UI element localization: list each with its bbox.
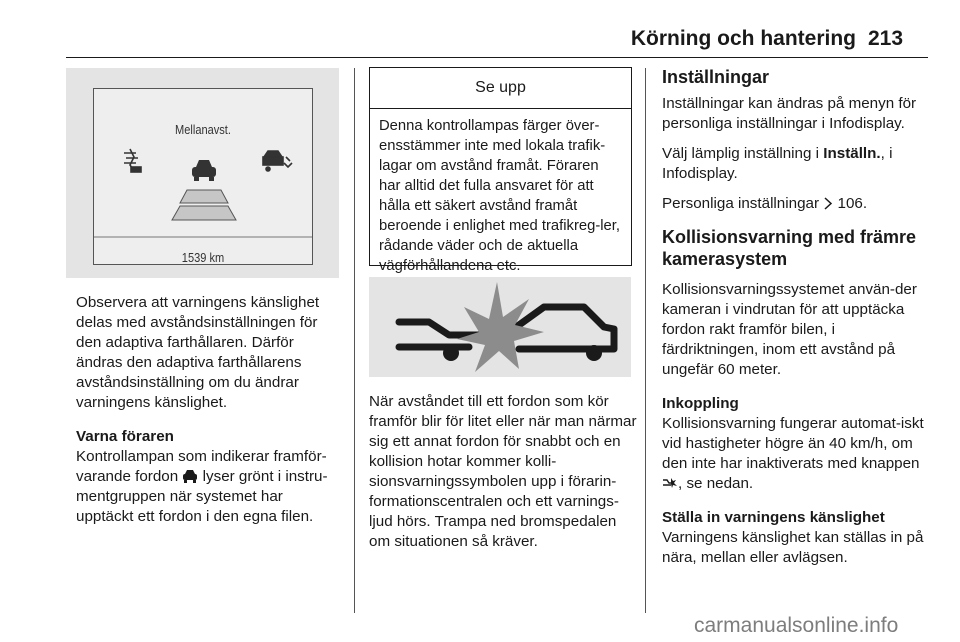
warn-driver-heading: Varna föraren <box>76 428 174 445</box>
near-sensitivity-icon <box>263 151 292 171</box>
settings-menu-name: Inställn. <box>823 145 881 162</box>
warning-title: Se upp <box>370 68 631 109</box>
collision-symbol-figure <box>369 277 631 377</box>
warn-driver-text-a: Kontrollampan som indikerar framför-varande fordon <box>76 448 327 485</box>
impact-star <box>457 282 544 372</box>
activation-text <box>662 414 932 494</box>
warning-box <box>369 67 632 274</box>
middle-column <box>369 392 637 566</box>
activation-text-b: , se nedan. <box>678 475 754 492</box>
column-divider-left <box>354 68 355 613</box>
collision-alert-button-icon <box>662 476 678 490</box>
page-header-title: Körning och hantering <box>630 27 856 50</box>
warning-text: Denna kontrollampas färger över-ensstämmer inte med lokala trafik-lagar om avstånd framåt. Föraren har alltid det fulla ansvaret för att hålla ett säkert avstånd framåt beroende i enlighet med trafikreg-ler, rådande väder och de aktuella vägförhållandena etc. <box>379 118 620 274</box>
personal-settings-page: 106. <box>837 195 868 212</box>
following-distance-figure <box>66 68 339 278</box>
watermark: carmanualsonline.info <box>694 614 899 637</box>
settings-text: Inställningar kan ändras på menyn för personliga inställningar i Infodisplay. <box>662 95 917 132</box>
activation-text-a: Kollisionsvarning fungerar automat-iskt vid hastigheter högre än 40 km/h, om den inte har inaktiverats med knappen <box>662 415 924 472</box>
select-setting-text-b: , i Infodisplay. <box>662 145 893 182</box>
left-column <box>76 293 344 541</box>
front-car-wheel <box>586 345 602 361</box>
personal-settings-label: Personliga inställningar <box>662 195 820 212</box>
collision-warning-description: När avståndet till ett fordon som kör framför blir för litet eller när man närmar sig ett annat fordon för snabbt och en kollision hotar kommer kolli-sionsvarningssymbolen upp i förarin-formationscentralen och ett varnings-ljud hörs. Trampa ned bromspedalen om situationen så kräver. <box>369 393 637 550</box>
warn-driver-text-b: lyser grönt i instru-mentgruppen när systemet har upptäckt ett fordon i den egna filen. <box>76 468 328 525</box>
sensitivity-note: Observera att varningens känslighet delas med avståndsinställningen för den adaptiva farthållaren. Därför ändras den adaptiva farthållarens avståndsinställning om du ändrar varningens känslighet. <box>76 294 320 411</box>
driver-display-screen <box>93 88 313 265</box>
front-camera-description: Kollisionsvarningssystemet använ-der kameran i vindrutan för att upptäcka fordon rakt framför bilen, i färdriktningen, inom ett avstånd på ungefär 60 meter. <box>662 281 917 378</box>
settings-heading: Inställningar <box>662 67 770 87</box>
vehicle-ahead-icon <box>182 469 198 483</box>
far-sensitivity-icon <box>124 149 141 172</box>
right-column <box>662 66 932 582</box>
distance-setting-label: Mellanavst. <box>175 122 231 137</box>
page-number: 213 <box>868 27 904 50</box>
select-setting-text <box>662 144 932 184</box>
header-rule <box>66 57 928 58</box>
collision-warning-icon <box>369 277 631 377</box>
front-camera-collision-heading: Kollisionsvarning med främre kamerasystem <box>662 227 917 269</box>
rear-car-wheel <box>443 345 459 361</box>
sensitivity-text: Varningens känslighet kan ställas in på nära, mellan eller avlägsen. <box>662 529 924 566</box>
activation-heading: Inkoppling <box>662 395 739 412</box>
select-setting-text-a: Välj lämplig inställning i <box>662 145 820 162</box>
column-divider-right <box>645 68 646 613</box>
warn-driver-text <box>76 447 344 527</box>
personal-settings-reference <box>662 194 932 214</box>
distance-display-illustration <box>94 89 312 264</box>
odometer-readout: 1539 km <box>181 250 225 265</box>
page-reference-arrow-icon <box>823 197 833 210</box>
sensitivity-heading: Ställa in varningens känslighet <box>662 509 885 526</box>
